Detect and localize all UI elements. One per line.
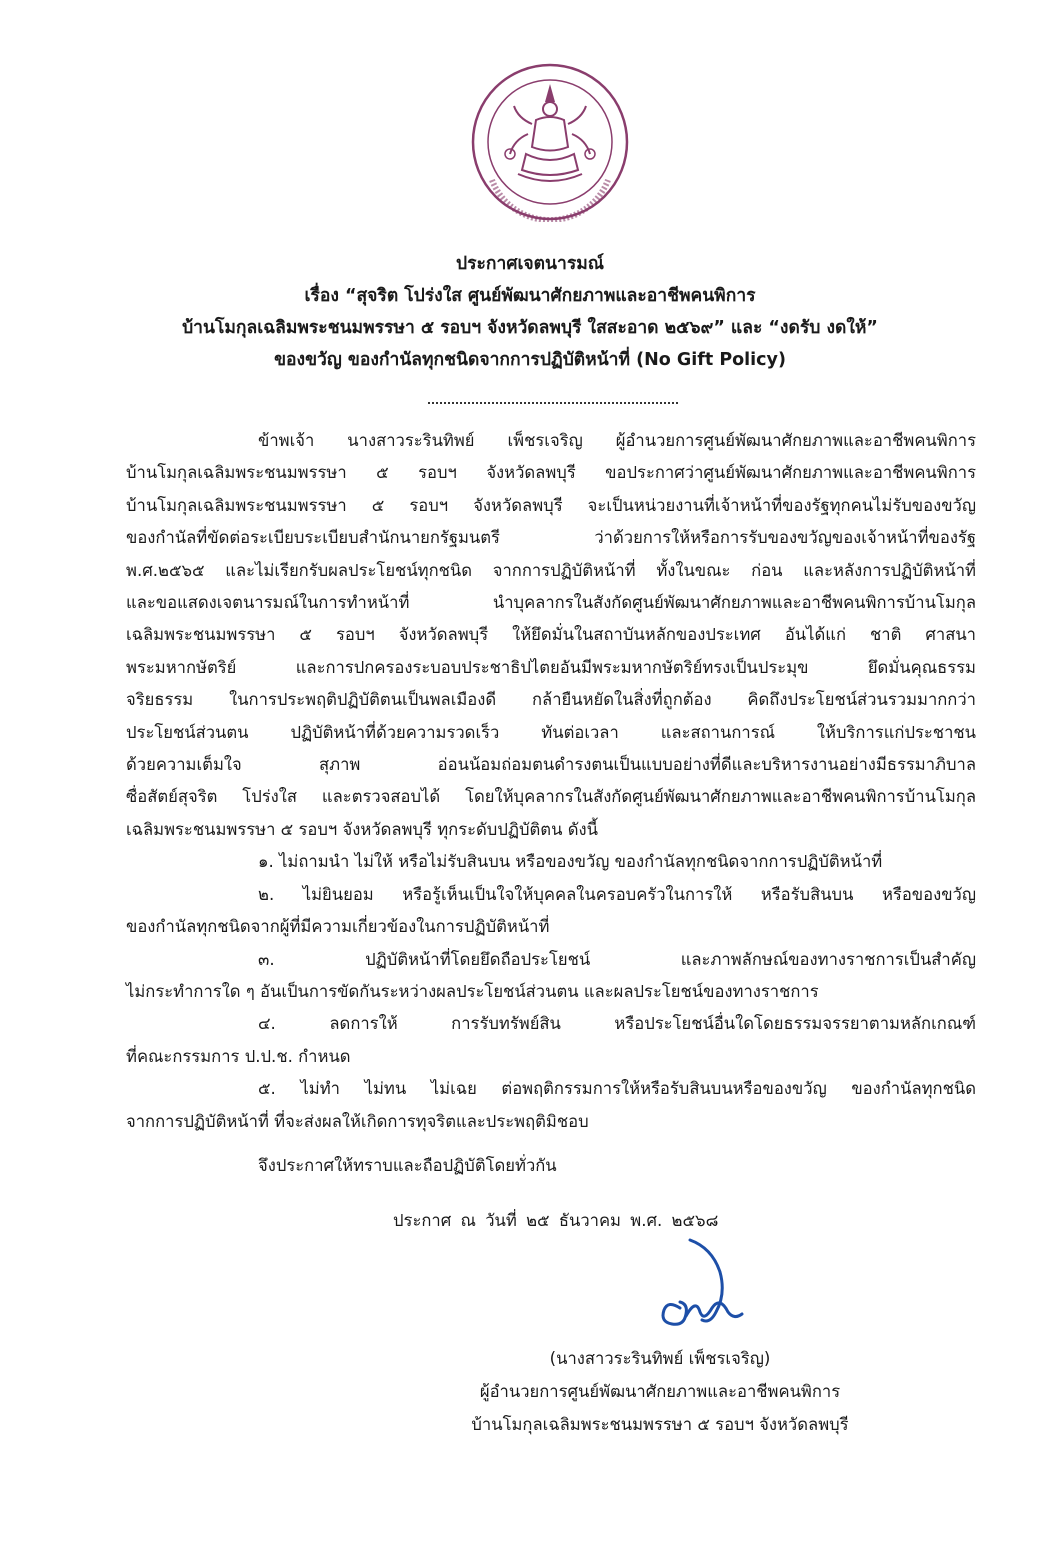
body-line: ประโยชน์ส่วนตน ปฏิบัติหน้าที่ด้วยความรวดเร็ว ทันต่อเวลา และสถานการณ์ ให้บริการแก่ประชาชน bbox=[126, 722, 976, 742]
dotted-divider bbox=[428, 402, 678, 404]
list-item-cont: ไม่กระทำการใด ๆ อันเป็นการขัดกันระหว่างผลประโยชน์ส่วนตน และผลประโยชน์ของทางราชการ bbox=[126, 981, 819, 1001]
declaration-line: จึงประกาศให้ทราบและถือปฏิบัติโดยทั่วกัน bbox=[258, 1156, 557, 1175]
signature-icon bbox=[650, 1238, 750, 1333]
body-line: บ้านโมกุลเฉลิมพระชนมพรรษา ๕ รอบฯ จังหวัดลพบุรี ขอประกาศว่าศูนย์พัฒนาศักยภาพและอาชีพคนพิการ bbox=[126, 463, 976, 483]
list-item: ๕. ไม่ทำ ไม่ทน ไม่เฉย ต่อพฤติกรรมการให้หรือรับสินบนหรือของขวัญ ของกำนัลทุกชนิด bbox=[258, 1079, 976, 1099]
body-line: บ้านโมกุลเฉลิมพระชนมพรรษา ๕ รอบฯ จังหวัดลพบุรี จะเป็นหน่วยงานที่เจ้าหน้าที่ของรัฐทุกคนไม่รับของขวัญ bbox=[126, 495, 976, 515]
date-line: ประกาศ ณ วันที่ ๒๕ ธันวาคม พ.ศ. ๒๕๖๘ bbox=[393, 1211, 719, 1230]
list-item-cont: จากการปฏิบัติหน้าที่ ที่จะส่งผลให้เกิดการทุจริตและประพฤติมิชอบ bbox=[126, 1111, 589, 1131]
signer-block bbox=[420, 1342, 900, 1441]
list-item-cont: ของกำนัลทุกชนิดจากผู้ที่มีความเกี่ยวข้องในการปฏิบัติหน้าที่ bbox=[126, 917, 550, 937]
list-item: ๓. ปฏิบัติหน้าที่โดยยึดถือประโยชน์ และภาพลักษณ์ของทางราชการเป็นสำคัญ bbox=[258, 949, 976, 969]
list-item: ๑. ไม่ถามนำ ไม่ให้ หรือไม่รับสินบน หรือของขวัญ ของกำนัลทุกชนิดจากการปฏิบัติหน้าที่ bbox=[258, 852, 883, 872]
body-line: ซื่อสัตย์สุจริต โปร่งใส และตรวจสอบได้ โดยให้บุคลากรในสังกัดศูนย์พัฒนาศักยภาพและอาชีพคนพิการบ้านโมกุล bbox=[126, 787, 976, 807]
signer-position: ผู้อำนวยการศูนย์พัฒนาศักยภาพและอาชีพคนพิการ bbox=[479, 1382, 841, 1401]
announcement-body bbox=[126, 425, 976, 1138]
list-item: ๔. ลดการให้ การรับทรัพย์สิน หรือประโยชน์อื่นใดโดยธรรมจรรยาตามหลักเกณฑ์ bbox=[258, 1014, 976, 1034]
body-line: จริยธรรม ในการประพฤติปฏิบัติตนเป็นพลเมืองดี กล้ายืนหยัดในสิ่งที่ถูกต้อง คิดถึงประโยชน์ส่วนรวมมากกว่า bbox=[126, 690, 976, 710]
announcement-header bbox=[0, 248, 1060, 376]
signer-name: (นางสาวระรินทิพย์ เพ็ชรเจริญ) bbox=[549, 1349, 771, 1368]
seal-emblem-icon bbox=[470, 62, 630, 222]
body-line: เฉลิมพระชนมพรรษา ๕ รอบฯ จังหวัดลพบุรี ทุกระดับปฏิบัติตน ดังนี้ bbox=[126, 819, 598, 839]
body-line: พระมหากษัตริย์ และการปกครองระบอบประชาธิปไตยอันมีพระมหากษัตริย์ทรงเป็นประมุข ยึดมั่นคุณธรรม bbox=[126, 657, 976, 677]
header-title: ประกาศเจตนารมณ์ bbox=[456, 254, 604, 274]
body-line: และขอแสดงเจตนารมณ์ในการทำหน้าที่ นำบุคลากรในสังกัดศูนย์พัฒนาศักยภาพและอาชีพคนพิการบ้านโมกุล bbox=[126, 593, 976, 613]
header-subject-cont: บ้านโมกุลเฉลิมพระชนมพรรษา ๕ รอบฯ จังหวัดลพบุรี ใสสะอาด ๒๕๖๙” และ “งดรับ งดให้” bbox=[182, 318, 878, 338]
list-item: ๒. ไม่ยินยอม หรือรู้เห็นเป็นใจให้บุคคลในครอบครัวในการให้ หรือรับสินบน หรือของขวัญ bbox=[258, 884, 976, 904]
body-line: ของกำนัลที่ขัดต่อระเบียบระเบียบสำนักนายกรัฐมนตรี ว่าด้วยการให้หรือการรับของขวัญของเจ้าหน้าที่ของรัฐ bbox=[126, 528, 976, 548]
body-line: ข้าพเจ้า นางสาวระรินทิพย์ เพ็ชรเจริญ ผู้อำนวยการศูนย์พัฒนาศักยภาพและอาชีพคนพิการ bbox=[258, 431, 976, 450]
header-subject-end: ของขวัญ ของกำนัลทุกชนิดจากการปฏิบัติหน้าที่ (No Gift Policy) bbox=[274, 350, 786, 370]
signer-organization: บ้านโมกุลเฉลิมพระชนมพรรษา ๕ รอบฯ จังหวัดลพบุรี bbox=[471, 1415, 849, 1434]
body-line: ด้วยความเต็มใจ สุภาพ อ่อนน้อมถ่อมตนดำรงตนเป็นแบบอย่างที่ดีและบริหารงานอย่างมีธรรมาภิบาล bbox=[126, 755, 976, 775]
list-item-cont: ที่คณะกรรมการ ป.ป.ช. กำหนด bbox=[126, 1046, 351, 1066]
body-line: เฉลิมพระชนมพรรษา ๕ รอบฯ จังหวัดลพบุรี ให้ยึดมั่นในสถาบันหลักของประเทศ อันได้แก่ ชาติ ศาสนา bbox=[126, 625, 976, 645]
body-line: พ.ศ.๒๕๖๕ และไม่เรียกรับผลประโยชน์ทุกชนิด จากการปฏิบัติหน้าที่ ทั้งในขณะ ก่อน และหลังการปฏิบัติหน้าที่ bbox=[126, 560, 976, 580]
header-subject: เรื่อง “สุจริต โปร่งใส ศูนย์พัฒนาศักยภาพและอาชีพคนพิการ bbox=[304, 286, 756, 306]
